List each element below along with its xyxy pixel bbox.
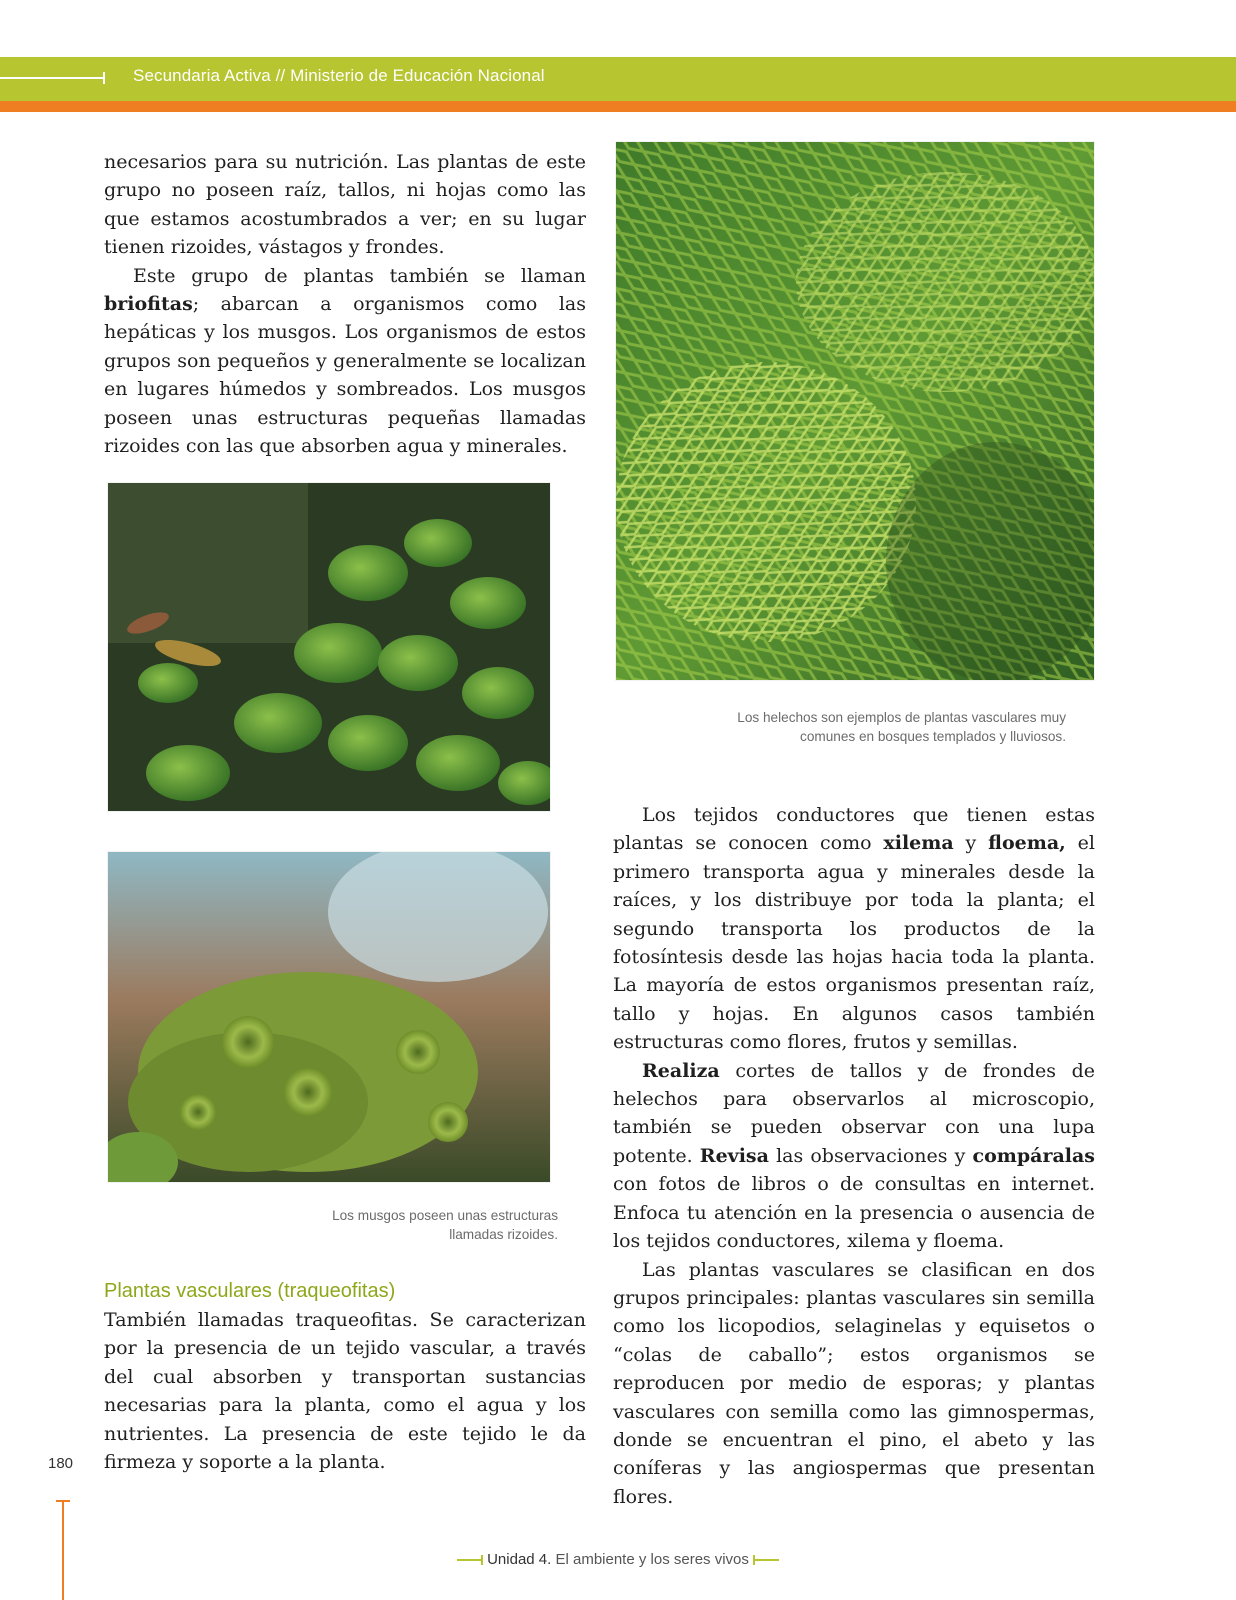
- intro-text: [104, 148, 586, 460]
- moss-caption: Los musgos poseen unas estructuras llamadas rizoides.: [332, 1208, 558, 1242]
- footer-rule-left: [457, 1559, 483, 1561]
- fern-image: [616, 142, 1094, 680]
- intro-paragraph-2: Este grupo de plantas también se llaman briofitas; abarcan a organismos como las hepáticas y los musgos. Los organismos de estos grupos son pequeños y generalmente se localizan en lugares húmedos y sombreados. Los musgos poseen unas estructuras pequeñas llamadas rizoides con las que absorben agua y minerales.: [104, 264, 586, 458]
- footer-title: El ambiente y los seres vivos: [551, 1551, 749, 1568]
- header-accent-stripe: [0, 101, 1236, 112]
- section-body: También llamadas traqueofitas. Se caracterizan por la presencia de un tejido vascular, a través del cual absorben y transportan sustancias necesarias para la planta, como el agua y los nutrientes. La presencia de este tejido le da firmeza y soporte a la planta.: [104, 1309, 586, 1474]
- verb-comparalas: compáralas: [972, 1144, 1095, 1167]
- moss-photo: [108, 852, 550, 1182]
- right-paragraph-1: Los tejidos conductores que tienen estas plantas se conocen como xilema y floema, el primero transporta agua y minerales desde la raíces, y los distribuye por toda la planta; el segundo transporta los productos de la fotosíntesis desde las hojas hacia toda la planta. La mayoría de estos organismos presentan raíz, tallo y hojas. En algunos casos también estructuras como flores, frutos y semillas.: [613, 804, 1095, 1054]
- verb-revisa: Revisa: [699, 1144, 769, 1167]
- fern-photo: [616, 142, 1094, 680]
- page-number: 180: [48, 1455, 74, 1472]
- verb-realiza: Realiza: [642, 1059, 720, 1082]
- moss-image: [108, 852, 550, 1182]
- margin-rule: [62, 1500, 64, 1600]
- term-floema: floema,: [988, 832, 1066, 855]
- footer-rule-right: [753, 1559, 779, 1561]
- header-title: Secundaria Activa // Ministerio de Educación Nacional: [133, 66, 545, 85]
- liverwort-image: [108, 483, 550, 811]
- right-column-text: [613, 801, 1095, 1511]
- term-xilema: xilema: [883, 832, 954, 855]
- fern-caption: Los helechos son ejemplos de plantas vasculares muy comunes en bosques templados y lluviosos.: [737, 710, 1066, 744]
- right-paragraph-3: Las plantas vasculares se clasifican en dos grupos principales: plantas vasculares sin semilla como los licopodios, selaginelas y equisetos o “colas de caballo”; estos organismos se reproducen por medio de esporas; y plantas vasculares con semilla como las gimnospermas, donde se encuentran el pino, el abeto y las coníferas y las angiospermas que presentan flores.: [613, 1258, 1095, 1508]
- liverwort-photo: [108, 483, 550, 811]
- term-briofitas: briofitas: [104, 293, 193, 316]
- footer: [0, 1551, 1236, 1568]
- header-rule-tick: [103, 72, 105, 84]
- right-paragraph-2: Realiza cortes de tallos y de frondes de helechos para observarlos al microscopio, también se pueden observar con una lupa potente. Revisa las observaciones y compáralas con fotos de libros o de consultas en internet. Enfoca tu atención en la presencia o ausencia de los tejidos conductores, xilema y floema.: [613, 1059, 1095, 1253]
- section-heading: Plantas vasculares (traqueofitas): [104, 1280, 396, 1302]
- footer-unit: Unidad 4.: [487, 1551, 552, 1568]
- header-rule: [0, 77, 104, 79]
- intro-paragraph-1: necesarios para su nutrición. Las plantas de este grupo no poseen raíz, tallos, ni hojas como las que estamos acostumbrados a ver; en su lugar tienen rizoides, vástagos y frondes.: [104, 151, 586, 259]
